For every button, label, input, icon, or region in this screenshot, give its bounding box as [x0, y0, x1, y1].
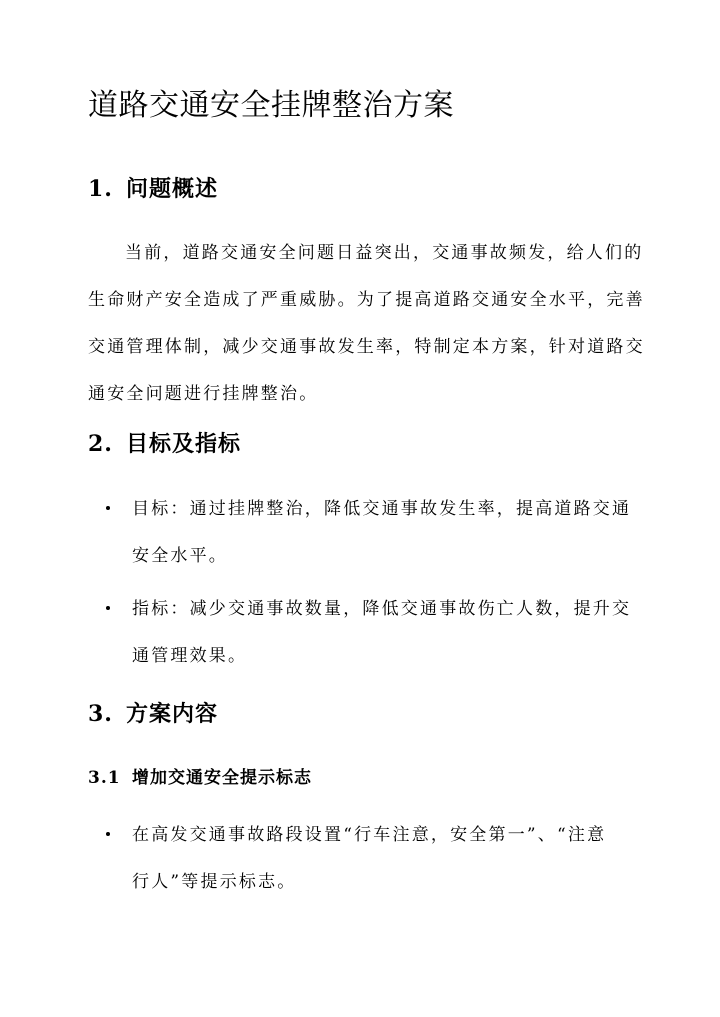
section-title: 方案内容 — [126, 701, 219, 727]
bullet-dot-icon — [106, 606, 110, 610]
bullet-line: 行人”等提示标志。 — [132, 872, 297, 892]
section-title: 目标及指标 — [126, 431, 242, 457]
paragraph-line: 生命财产安全造成了严重威胁。为了提高道路交通安全水平，完善 — [88, 290, 645, 310]
subsection-heading-3-1 — [88, 766, 312, 790]
bullet-line: 在高发交通事故路段设置“行车注意，安全第一”、“注意 — [132, 825, 607, 845]
paragraph-problem-overview — [88, 230, 645, 418]
section-heading-3 — [88, 699, 218, 729]
bullet-dot-icon — [106, 506, 110, 510]
section-heading-2 — [88, 429, 241, 459]
bullet-text — [132, 586, 631, 680]
paragraph-line: 交通管理体制，减少交通事故发生率，特制定本方案，针对道路交 — [88, 337, 645, 357]
subsection-title: 增加交通安全提示标志 — [132, 768, 312, 788]
bullet-line: 通管理效果。 — [132, 646, 248, 666]
bullet-line: 目标：通过挂牌整治，降低交通事故发生率，提高道路交通 — [132, 499, 632, 519]
section-number: 3. — [88, 701, 113, 727]
paragraph-line: 通安全问题进行挂牌整治。 — [88, 384, 319, 404]
bullet-dot-icon — [106, 832, 110, 836]
document-title: 道路交通安全挂牌整治方案 — [88, 88, 454, 123]
section-number: 2. — [88, 431, 113, 457]
section-number: 1. — [88, 176, 113, 202]
paragraph-line: 当前，道路交通安全问题日益突出，交通事故频发，给人们的 — [125, 243, 644, 263]
bullet-line: 指标：减少交通事故数量，降低交通事故伤亡人数，提升交 — [132, 599, 632, 619]
subsection-number: 3.1 — [88, 768, 121, 788]
bullet-line: 安全水平。 — [132, 546, 228, 566]
section-title: 问题概述 — [126, 176, 219, 202]
bullet-text — [132, 486, 631, 580]
section-heading-1 — [88, 174, 218, 204]
bullet-text — [132, 812, 606, 906]
